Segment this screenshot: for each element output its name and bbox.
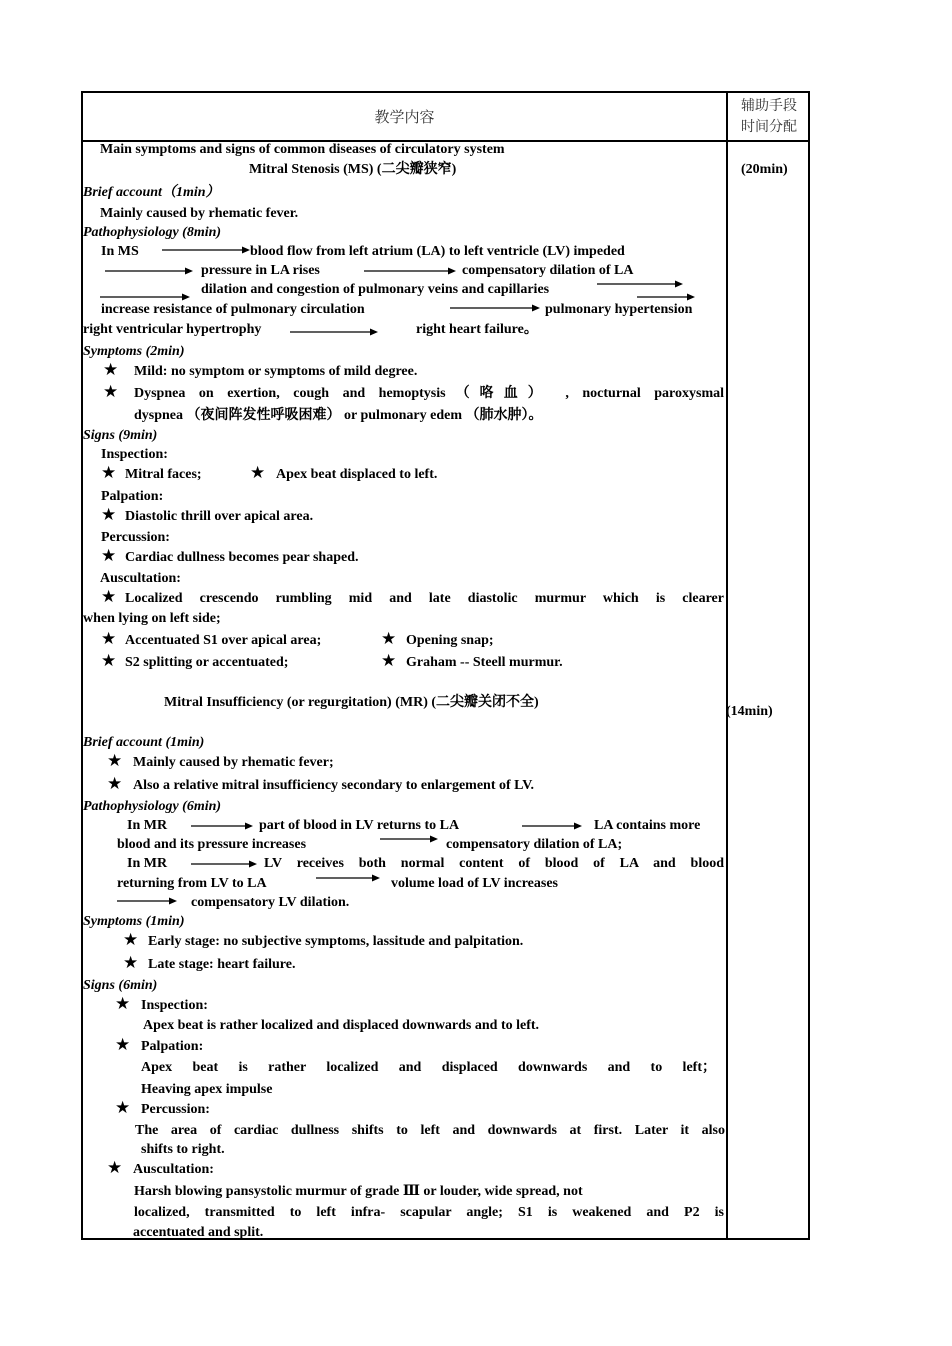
subheading-symptoms-mr: Symptoms (1min) [83, 914, 185, 929]
text-line: In MS [101, 244, 139, 259]
text-line: Auscultation: [133, 1162, 214, 1177]
time-allocation-mr: (14min) [726, 704, 773, 719]
text-line: part of blood in LV returns to LA [259, 818, 460, 833]
text-line: dyspnea （夜间阵发性呼吸困难） or pulmonary edem （肺水肿）。 [134, 408, 543, 423]
text-line: increase resistance of pulmonary circulation [101, 302, 365, 317]
text-line: Heaving apex impulse [141, 1082, 273, 1097]
text-line: Early stage: no subjective symptoms, lassitude and palpitation. [148, 934, 524, 949]
star-icon: ★ [107, 1158, 123, 1178]
arrow-right-icon [380, 834, 438, 844]
text-line: In MR [127, 856, 168, 871]
text-line: Apex beat displaced to left. [276, 467, 438, 482]
subheading-signs-mr: Signs (6min) [83, 978, 158, 993]
text-line: right heart failure。 [416, 322, 538, 337]
text-line: accentuated and split. [133, 1225, 264, 1240]
arrow-right-icon [522, 821, 582, 831]
time-allocation-ms: (20min) [741, 162, 788, 177]
text-line: volume load of LV increases [391, 876, 558, 891]
star-icon: ★ [115, 994, 131, 1014]
star-icon: ★ [381, 629, 397, 649]
subheading-symptoms-ms: Symptoms (2min) [83, 344, 185, 359]
arrow-right-icon [597, 279, 683, 289]
star-icon: ★ [103, 360, 119, 380]
text-line: right ventricular hypertrophy [83, 322, 262, 337]
star-icon: ★ [107, 774, 123, 794]
text-line: compensatory dilation of LA; [446, 837, 623, 852]
text-line: Late stage: heart failure. [148, 957, 296, 972]
text-line: Opening snap; [406, 633, 494, 648]
text-line: Cardiac dullness becomes pear shaped. [125, 550, 359, 565]
text-line: pulmonary hypertension [545, 302, 693, 317]
star-icon: ★ [101, 505, 117, 525]
text-line: when lying on left side; [83, 611, 221, 626]
text-line: Graham -- Steell murmur. [406, 655, 563, 670]
text-line: Palpation: [141, 1039, 204, 1054]
text-line: Mainly caused by rhematic fever; [133, 755, 334, 770]
ms-heading: Mitral Stenosis (MS) (二尖瓣狭窄) [249, 162, 457, 177]
content-header: 教学内容 [374, 108, 435, 126]
text-line: Mild: no symptom or symptoms of mild degree. [134, 364, 418, 379]
text-line: Dyspnea on exertion, cough and hemoptysis（咯血） , nocturnal paroxysmal [134, 386, 724, 401]
subheading-signs-ms: Signs (9min) [83, 428, 158, 443]
text-line: S2 splitting or accentuated; [125, 655, 289, 670]
section-title: Main symptoms and signs of common diseases of circulatory system [100, 142, 505, 157]
star-icon: ★ [101, 546, 117, 566]
star-icon: ★ [115, 1035, 131, 1055]
arrow-right-icon [117, 896, 177, 906]
text-line: Mitral faces; [125, 467, 202, 482]
subheading-patho-mr: Pathophysiology (6min) [83, 799, 222, 814]
side-header-line2: 时间分配 [741, 118, 797, 135]
star-icon: ★ [123, 953, 139, 973]
text-line: shifts to right. [141, 1142, 225, 1157]
star-icon: ★ [103, 382, 119, 402]
mr-heading: Mitral Insufficiency (or regurgitation) (MR) (二尖瓣关闭不全) [164, 695, 539, 710]
text-line: Inspection: [141, 998, 208, 1013]
text-line: Auscultation: [100, 571, 181, 586]
star-icon: ★ [123, 930, 139, 950]
subheading-brief-mr: Brief account (1min) [83, 735, 205, 750]
star-icon: ★ [101, 463, 117, 483]
text-line: In MR [127, 818, 168, 833]
text-line: LA contains more [594, 818, 701, 833]
text-line: Accentuated S1 over apical area; [125, 633, 322, 648]
text-line: LV receives both normal content of blood of LA and blood [264, 856, 724, 871]
star-icon: ★ [101, 651, 117, 671]
text-line: blood flow from left atrium (LA) to left ventricle (LV) impeded [250, 244, 625, 259]
arrow-right-icon [162, 245, 250, 255]
star-icon: ★ [101, 587, 117, 607]
text-line: Localized crescendo rumbling mid and late diastolic murmur which is clearer [125, 591, 724, 606]
arrow-right-icon [450, 303, 540, 313]
text-line: returning from LV to LA [117, 876, 267, 891]
arrow-right-icon [191, 859, 257, 869]
arrow-right-icon [316, 873, 380, 883]
side-header-line1: 辅助手段 [741, 97, 797, 114]
side-header [728, 93, 810, 140]
text-line: Inspection: [101, 447, 168, 462]
text-line: Diastolic thrill over apical area. [125, 509, 314, 524]
text-line: Percussion: [101, 530, 170, 545]
text-line: pressure in LA rises [201, 263, 320, 278]
arrow-right-icon [191, 821, 253, 831]
text-line: compensatory dilation of LA [462, 263, 634, 278]
text-line: The area of cardiac dullness shifts to left and downwards at first. Later it also [135, 1123, 725, 1138]
text-line: Apex beat is rather localized and displaced downwards and to left. [143, 1018, 540, 1033]
subheading-brief-ms: Brief account（1min） [83, 185, 220, 200]
text-line: blood and its pressure increases [117, 837, 307, 852]
text-line: Percussion: [141, 1102, 210, 1117]
arrow-right-icon [290, 327, 378, 337]
text-line: Mainly caused by rhematic fever. [100, 206, 299, 221]
text-line: dilation and congestion of pulmonary veins and capillaries [201, 282, 550, 297]
subheading-patho-ms: Pathophysiology (8min) [83, 225, 222, 240]
text-line: Also a relative mitral insufficiency secondary to enlargement of LV. [133, 778, 535, 793]
text-line: localized, transmitted to left infra- scapular angle; S1 is weakened and P2 is [134, 1205, 724, 1220]
text-line: Harsh blowing pansystolic murmur of grade Ⅲ or louder, wide spread, not [134, 1184, 583, 1199]
arrow-right-icon [364, 266, 456, 276]
column-divider [726, 93, 728, 1238]
arrow-right-icon [105, 266, 193, 276]
text-line: Apex beat is rather localized and displaced downwards and to left； [141, 1060, 716, 1075]
star-icon: ★ [381, 651, 397, 671]
star-icon: ★ [250, 463, 266, 483]
star-icon: ★ [115, 1098, 131, 1118]
star-icon: ★ [107, 751, 123, 771]
text-line: Palpation: [101, 489, 164, 504]
star-icon: ★ [101, 629, 117, 649]
text-line: compensatory LV dilation. [191, 895, 350, 910]
